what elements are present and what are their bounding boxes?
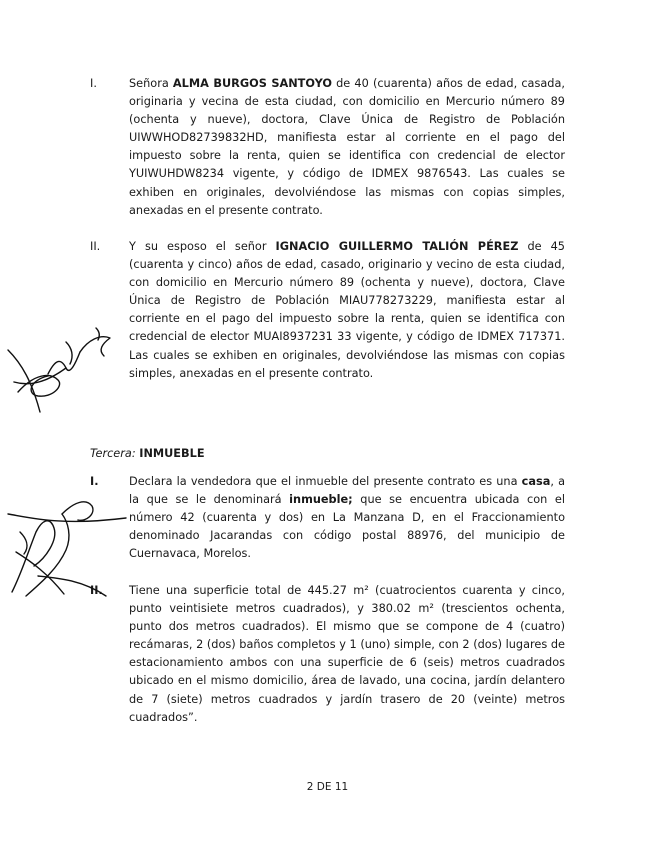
clause-text (129, 473, 565, 563)
signature-2 (2, 492, 128, 604)
bold-term: inmueble; (289, 493, 353, 507)
clause-number: II. (90, 584, 103, 597)
property-clause-1 (90, 473, 565, 563)
clause-text-pre: Y su esposo el señor (129, 240, 276, 253)
signature-1 (4, 322, 116, 418)
clause-text: Tiene una superficie total de 445.27 m² (cuatrocientos cuarenta y cinco, punto veintisiete metros cuadrados), y 380.02 m² (trescientos ochenta, punto dos metros cuadrados). El mismo que se compone de 4 (cuatro) recámaras, 2 (dos) baños completos y 1 (uno) simple, con 2 (dos) lugares de estacionamiento ambos con una superficie de 6 (seis) metros cuadrados ubicado en el mismo domicilio, área de lavado, una cocina, jardín delantero de 7 (siete) metros cuadrados y jardín trasero de 20 (veinte) metros cuadrados”. (129, 584, 565, 724)
bold-term: casa (521, 475, 551, 488)
clause-number: I. (90, 475, 99, 488)
clause-text-part: que se encuentra ubicada con el número 42 (cuarenta y dos) en La Manzana D, en el Fraccionamiento denominado Jacarandas con código postal 88976, del municipio de Cuernavaca, Morelos. (129, 493, 565, 561)
clause-2 (90, 238, 565, 383)
person-name: ALMA BURGOS SANTOYO (172, 77, 332, 90)
clause-text (129, 75, 565, 220)
clause-text-post: de 45 (cuarenta y cinco) años de edad, casado, originario y vecino de esta ciudad, con domicilio en Mercurio número 89 (ochenta y nueve), doctora, Clave Única de Registro de Población MIAU778273229, manifiesta estar al corriente en el pago del impuesto sobre la renta, quien se identifica con credencial de elector MUAI8937231 33 vigente, y código de IDMEX 717371. Las cuales se exhiben en originales, devolviéndose las mismas con copias simples, anexadas en el presente contrato. (129, 240, 565, 380)
person-name: IGNACIO GUILLERMO TALIÓN PÉREZ (275, 240, 519, 253)
page-number: 2 DE 11 (306, 781, 349, 793)
section-name: INMUEBLE (139, 447, 205, 460)
clause-text-pre: Señora (129, 77, 173, 90)
property-clause-2 (90, 582, 565, 727)
clause-text (129, 238, 565, 383)
clause-number: II. (90, 240, 101, 253)
clause-text-part: Declara la vendedora que el inmueble del presente contrato es una (129, 475, 522, 488)
clause-text-post: de 40 (cuarenta) años de edad, casada, originaria y vecina de esta ciudad, con domicilio en Mercurio número 89 (ochenta y nueve), doctora, Clave Única de Registro de Población UIWWHOD82739832HD, manifiesta estar al corriente en el pago del impuesto sobre la renta, quien se identifica con credencial de elector YUIWUHDW8234 vigente, y código de IDMEX 9876543. Las cuales se exhiben en originales, devolviéndose las mismas con copias simples, anexadas en el presente contrato. (129, 77, 565, 217)
clause-number: I. (90, 77, 97, 90)
section-title (90, 445, 205, 463)
section-label: Tercera: (90, 447, 136, 460)
clause-text-part: , a la que se le denominará (129, 475, 565, 507)
clause-1 (90, 75, 565, 220)
